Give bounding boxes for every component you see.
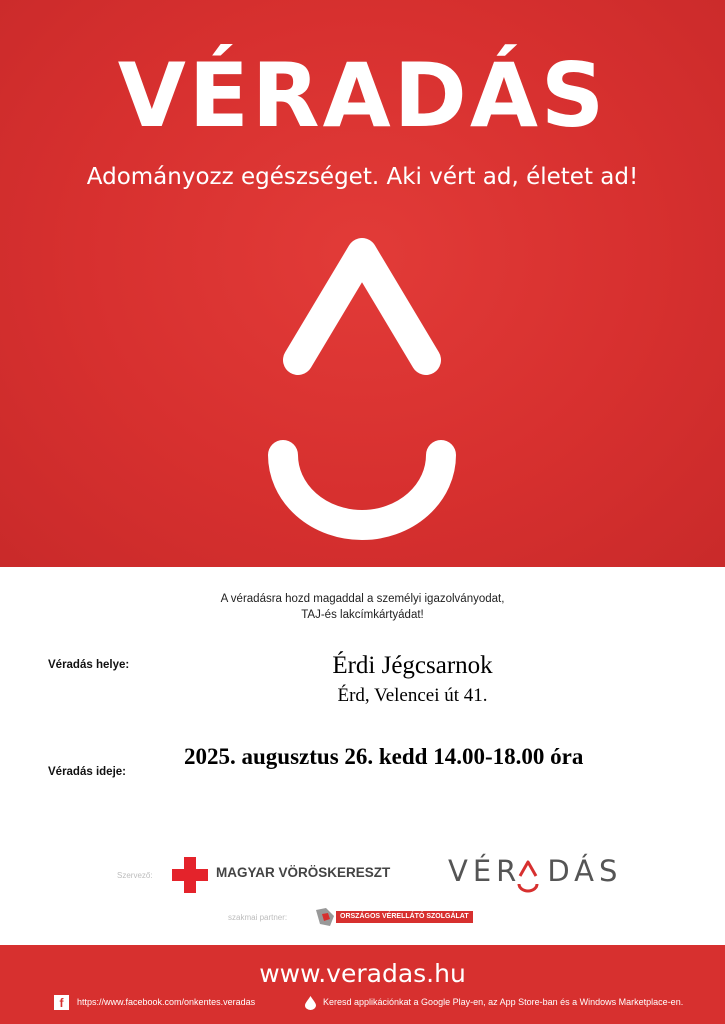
facebook-icon: f [54,995,69,1010]
time-label: Véradás ideje: [48,766,126,778]
notice-line-1: A véradásra hozd magaddal a személyi igazolványodat, [220,593,505,605]
documents-notice [0,591,725,623]
app-store-notice: Keresd applikációnkat a Google Play-en, az App Store-ban és a Windows Marketplace-en. [323,997,684,1007]
organizer-name: MAGYAR VÖRÖSKERESZT [216,865,391,880]
partner-logo-icon [314,906,336,928]
website-link[interactable]: www.veradas.hu [259,959,466,988]
venue-address: Érd, Velencei út 41. [337,685,488,706]
event-date: 2025. augusztus 26. kedd 14.00-18.00 óra [184,744,584,769]
logo-drop-icon [515,860,541,894]
app-drop-icon [304,995,317,1010]
footer-bar [0,945,725,1024]
partner-name: ORSZÁGOS VÉRELLÁTÓ SZOLGÁLAT [336,911,473,923]
hero-subtitle: Adományozz egészséget. Aki vért ad, életet ad! [86,164,639,190]
facebook-link[interactable]: https://www.facebook.com/onkentes.veradas [77,997,256,1007]
logo-text-right: DÁS [547,854,623,888]
partner-label: szakmai partner: [228,913,288,922]
location-label: Véradás helye: [48,659,130,671]
red-cross-icon [172,857,208,893]
hero-title: VÉRADÁS [117,44,608,147]
organizer-label: Szervező: [117,871,153,880]
notice-line-2: TAJ-és lakcímkártyádat! [301,609,424,621]
venue-name: Érdi Jégcsarnok [332,652,493,679]
logo-text-left: VÉR [448,854,522,888]
